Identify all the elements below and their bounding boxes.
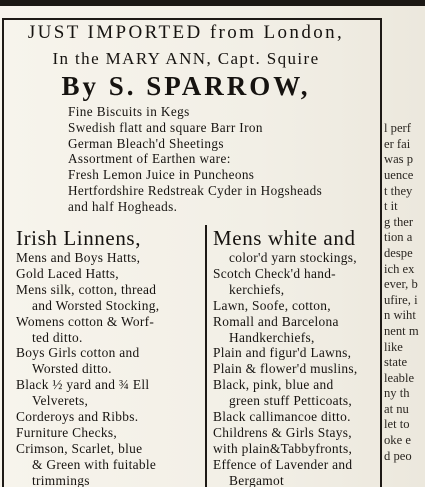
adjacent-line: tion a [384,230,413,245]
column-divider [205,225,207,487]
adjacent-line: nent m [384,323,419,338]
right-column-line: Black callimancoe ditto. [213,409,351,425]
left-column-line: and Worsted Stocking, [32,297,160,313]
left-column-line: ted ditto. [32,329,83,345]
adjacent-line: at nu [384,401,409,416]
right-column-line: Scotch Check'd hand- [213,265,336,281]
right-column-line: Plain & flower'd muslins, [213,361,358,377]
goods-list [68,104,322,215]
ad-heading-imported: JUST IMPORTED from London, [27,22,345,43]
adjacent-line: state [384,355,408,370]
right-column-line: Childrens & Girls Stays, [213,424,352,440]
adjacent-line: despe [384,245,413,260]
adjacent-article-column [384,90,425,487]
adjacent-line: d peo [384,448,412,463]
adjacent-line: l perf [384,121,411,136]
adjacent-line: t they [384,183,413,198]
goods-item: German Bleach'd Sheetings [68,135,224,151]
left-column-line: & Green with fuitable [32,456,157,472]
right-column-line: Bergamot [229,472,284,487]
adjacent-line: uence [384,167,414,182]
left-column-line: Womens cotton & Worf- [16,313,155,329]
left-column-line: Gold Laced Hatts, [16,265,119,281]
goods-item: and half Hogheads. [68,198,178,214]
right-column [213,226,381,487]
goods-item: Assortment of Earthen ware: [68,151,231,167]
right-column-line: Lawn, Soofe, cotton, [213,297,331,313]
left-column-line: trimmings [32,472,90,487]
adjacent-line: oke e [384,433,411,448]
left-column-line: Crimson, Scarlet, blue [16,440,143,456]
adjacent-line [384,90,425,106]
left-column-line: Black ½ yard and ¾ Ell [16,377,150,393]
goods-item: Hertfordshire Redstreak Cyder in Hogsheads [68,182,323,198]
left-column-line: Boys Girls cotton and [16,345,140,361]
adjacent-line: t it [384,199,398,214]
left-column-line: Mens silk, cotton, thread [16,281,157,297]
adjacent-line: leable [384,370,415,385]
right-column-heading: Mens white and [213,226,356,250]
right-column-line: with plain&Tabbyfronts, [213,440,353,456]
adjacent-line: let to [384,417,410,432]
right-column-line: Plain and figur'd Lawns, [213,345,352,361]
adjacent-line: like [384,339,403,354]
ad-heading-merchant: By S. SPARROW, [61,71,311,101]
left-column-line: Corderoys and Ribbs. [16,409,139,425]
adjacent-line: ever, b [384,277,418,292]
adjacent-line: n wiht [384,308,416,323]
adjacent-line: er fai [384,136,411,151]
left-column-line: Furniture Checks, [16,424,118,440]
top-rule [0,0,425,6]
adjacent-line: g ther [384,214,414,229]
goods-item: Fresh Lemon Juice in Puncheons [68,167,255,183]
right-column-line: Effence of Lavender and [213,456,353,472]
left-column-line: Velverets, [32,393,89,409]
goods-item: Swedish flatt and square Barr Iron [68,119,263,135]
left-column-line: Worsted ditto. [32,361,112,377]
right-column-line: Black, pink, blue and [213,377,334,393]
left-column [16,226,202,487]
right-column-line: kerchiefs, [229,281,285,297]
left-column-line: Mens and Boys Hatts, [16,250,141,265]
ad-heading-ship: In the MARY ANN, Capt. Squire [52,49,320,68]
adjacent-line: ich ex [384,261,415,276]
adjacent-line: ufire, i [384,292,418,307]
right-column-line: Handkerchiefs, [229,329,315,345]
adjacent-line: was p [384,152,414,167]
right-column-line: green stuff Petticoats, [229,393,353,409]
left-column-heading: Irish Linnens, [16,226,142,250]
right-column-line: color'd yarn stockings, [229,250,357,265]
goods-item: Fine Biscuits in Kegs [68,104,190,119]
right-column-line: Romall and Barcelona [213,313,339,329]
adjacent-line: ny th [384,386,410,401]
adjacent-line [384,106,425,122]
